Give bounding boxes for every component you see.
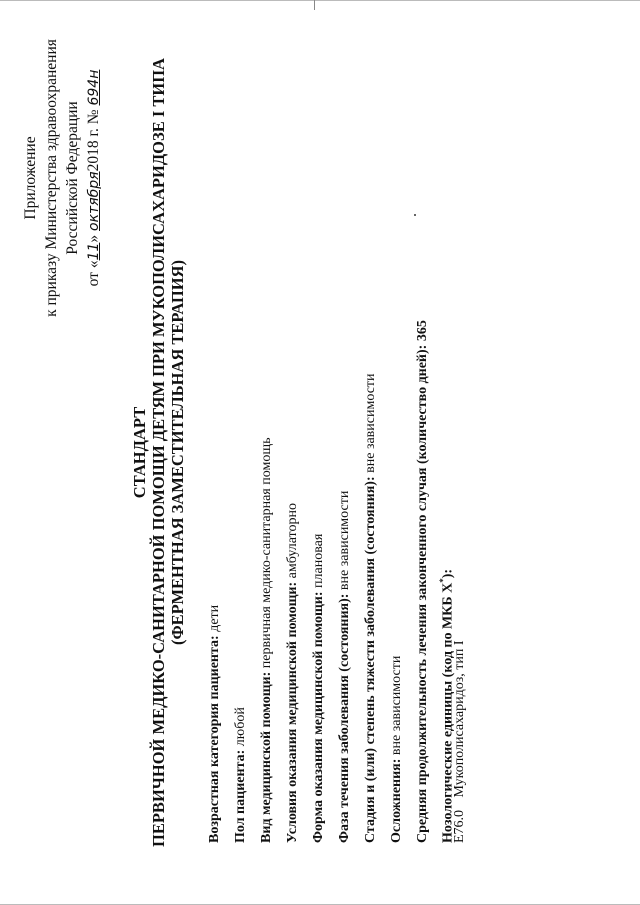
title-standard: СТАНДАРТ (130, 406, 149, 499)
field-label: Нозологические единицы (код по МКБ X (440, 582, 456, 843)
field-disease-phase (336, 491, 354, 843)
field-label-suffix: ): (440, 568, 456, 579)
field-value: вне зависимости (389, 655, 404, 756)
appendix-federation-line: Российской Федерации (64, 101, 81, 255)
icd-code: E76.0 (452, 809, 467, 843)
field-label: Фаза течения заболевания (состояния): (337, 593, 352, 843)
field-label: Осложнения: (389, 758, 404, 843)
field-label: Условия оказания медицинской помощи: (285, 581, 300, 843)
document-title (130, 0, 187, 905)
title-subtitle: (ФЕРМЕНТНАЯ ЗАМЕСТИТЕЛЬНАЯ ТЕРАПИЯ) (168, 260, 187, 645)
field-label-sup: * (438, 578, 448, 583)
field-care-conditions (284, 503, 302, 843)
field-treatment-duration (414, 320, 432, 843)
field-label: Средняя продолжительность лечения законченного случая (количество дней): (415, 344, 430, 843)
appendix-order-line: к приказу Министерства здравоохранения (43, 39, 60, 317)
appendix-block (20, 8, 105, 348)
field-value: плановая (311, 533, 326, 588)
field-label: Пол пациента: (233, 749, 248, 843)
field-value: любой (233, 707, 248, 747)
nosology-row (452, 640, 468, 843)
date-year: 2018 г. № (85, 109, 102, 172)
field-label: Стадия и (или) степень тяжести заболевания (состояния): (363, 476, 378, 843)
field-value: амбулаторно (285, 503, 300, 579)
date-mid: » (85, 234, 102, 243)
field-label: Форма оказания медицинской помощи: (311, 591, 326, 843)
field-sex (232, 707, 250, 843)
appendix-title: Приложение (22, 136, 39, 220)
field-care-form (310, 534, 328, 843)
field-complications (388, 656, 406, 843)
date-month: октября (86, 171, 102, 231)
field-label: Вид медицинской помощи: (259, 671, 274, 843)
field-care-type (258, 438, 276, 844)
field-value: дети (207, 604, 222, 632)
appendix-date-line (83, 8, 105, 348)
date-day: 11 (86, 242, 102, 261)
title-main: ПЕРВИЧНОЙ МЕДИКО-САНИТАРНОЙ ПОМОЩИ ДЕТЯМ ПРИ МУКОПОЛИСАХАРИДОЗЕ I ТИПА (149, 58, 168, 847)
field-value: 365 (415, 320, 430, 342)
field-value: вне зависимости (337, 490, 352, 591)
date-prefix: от « (85, 260, 102, 287)
order-number: 694н (86, 69, 102, 106)
field-age-category (206, 605, 224, 843)
scan-speck (414, 214, 416, 216)
field-label: Возрастная категория пациента: (207, 635, 222, 843)
field-value: вне зависимости (363, 373, 378, 473)
field-value: первичная медико-санитарная помощь (259, 437, 274, 669)
field-disease-stage (362, 373, 380, 843)
icd-description: Мукополисахаридоз, тип I (452, 640, 467, 798)
